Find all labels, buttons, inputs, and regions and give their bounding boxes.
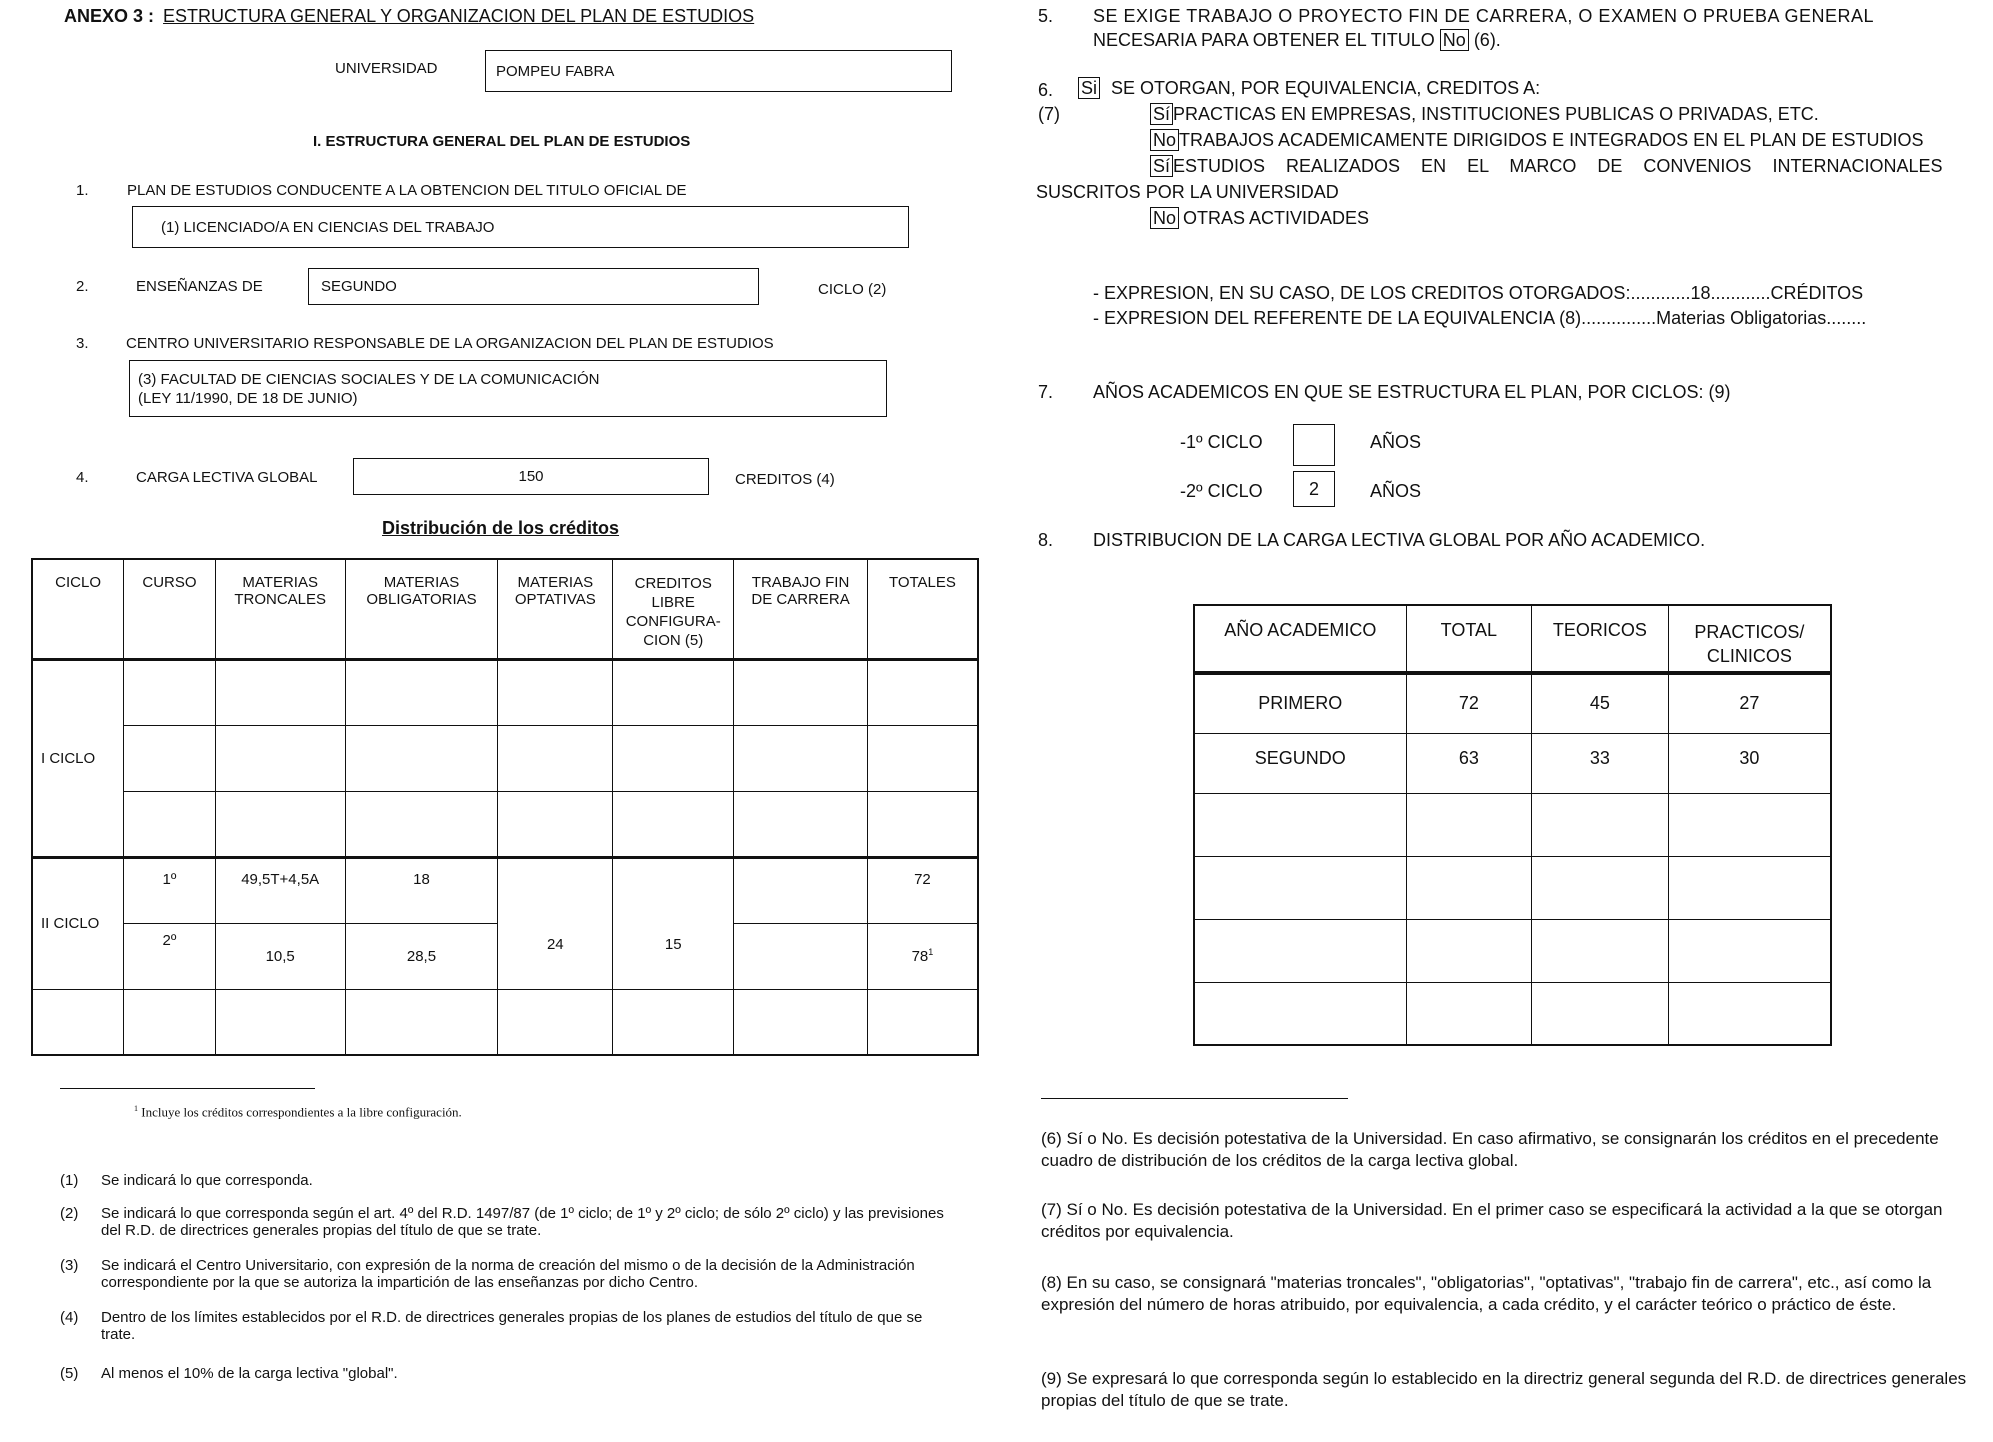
cycle-field: SEGUNDO: [308, 268, 759, 305]
year-header-row: [1194, 605, 1831, 673]
ciclo2-years-box: 2: [1293, 471, 1335, 507]
item3-text: CENTRO UNIVERSITARIO RESPONSABLE DE LA ORGANIZACION DEL PLAN DE ESTUDIOS: [126, 335, 774, 352]
note-7: (7) Sí o No. Es decisión potestativa de la Universidad. En el primer caso se especificará la actividad a la que se otorgan créditos por equivalencia.: [1041, 1200, 1943, 1241]
item8-number: 8.: [1038, 530, 1054, 550]
table-row: [32, 791, 978, 857]
table-row: [32, 659, 978, 725]
item6-number: 6.: [1038, 80, 1054, 100]
item1-number: 1.: [76, 182, 89, 199]
year-cell: PRIMERO: [1194, 673, 1406, 733]
item6-ref: (7): [1038, 104, 1060, 124]
credits-header-row: [32, 559, 978, 659]
item4-suffix: CREDITOS (4): [735, 471, 835, 488]
curso-2: 2º: [124, 923, 216, 989]
optativas-2: 24: [498, 857, 613, 989]
note-2-num: (2): [60, 1205, 79, 1222]
table-row: [1194, 856, 1831, 919]
ciclo2-label: -2º CICLO: [1180, 481, 1263, 501]
libre-2: 15: [613, 857, 734, 989]
item5-line1: SE EXIGE TRABAJO O PROYECTO FIN DE CARRERA, O EXAMEN O PRUEBA GENERAL: [1093, 6, 1875, 26]
troncales-1: 49,5T+4,5A: [215, 857, 345, 923]
global-load-field: 150: [353, 458, 709, 495]
item4-label: CARGA LECTIVA GLOBAL: [136, 469, 318, 486]
header-teoricos: TEORICOS: [1532, 605, 1669, 673]
item2-number: 2.: [76, 278, 89, 295]
troncales-2: 10,5: [215, 923, 345, 989]
item2-label: ENSEÑANZAS DE: [136, 278, 263, 295]
table-row: [1194, 733, 1831, 793]
header-practicos: PRACTICOS/ CLINICOS: [1668, 605, 1831, 673]
obligatorias-1: 18: [345, 857, 498, 923]
header-curso: CURSO: [124, 559, 216, 659]
year-cell: SEGUNDO: [1194, 733, 1406, 793]
total-cell: 72: [1406, 673, 1531, 733]
item7-text: AÑOS ACADEMICOS EN QUE SE ESTRUCTURA EL PLAN, POR CICLOS: (9): [1093, 382, 1731, 402]
equivalence-expression: - EXPRESION DEL REFERENTE DE LA EQUIVALENCIA (8)...............Materias Obligatorias........: [1093, 308, 1867, 328]
table-row: [1194, 919, 1831, 982]
totales-2: $78^1$: [867, 923, 978, 989]
note-5-text: Al menos el 10% de la carga lectiva "global".: [101, 1365, 398, 1382]
note-6: (6) Sí o No. Es decisión potestativa de la Universidad. En caso afirmativo, se consignarán los créditos en el precedente cuadro de distribución de los créditos de la carga lectiva global.: [1041, 1129, 1939, 1170]
item4-number: 4.: [76, 469, 89, 486]
obligatorias-2: 28,5: [345, 923, 498, 989]
item1-text: PLAN DE ESTUDIOS CONDUCENTE A LA OBTENCION DEL TITULO OFICIAL DE: [127, 182, 687, 199]
note-1-num: (1): [60, 1172, 79, 1189]
distribution-title: Distribución de los créditos: [382, 518, 620, 538]
note-2-text: Se indicará lo que corresponda según el art. 4º del R.D. 1497/87 (de 1º ciclo; de 1º y 2º ciclo; de sólo 2º ciclo) y las previsiones del R.D. de directrices generales propias del título de que se trate.: [101, 1205, 944, 1239]
header-libre: CREDITOS LIBRE CONFIGURA-CION (5): [613, 559, 734, 659]
item5-line2: NECESARIA PARA OBTENER EL TITULO No (6).: [1093, 30, 1501, 50]
table-row: [1194, 793, 1831, 856]
teoricos-cell: 45: [1532, 673, 1669, 733]
teoricos-cell: 33: [1532, 733, 1669, 793]
totales-1: 72: [867, 857, 978, 923]
ciclo2-cell: II CICLO: [32, 857, 124, 989]
ciclo1-anos: AÑOS: [1370, 432, 1422, 452]
item2-suffix: CICLO (2): [818, 281, 887, 298]
item7-number: 7.: [1038, 382, 1054, 402]
practicos-cell: 30: [1668, 733, 1831, 793]
table-row: [32, 857, 978, 923]
item6-option-3: Sí ESTUDIOS REALIZADOS EN EL MARCO DE CONVENIOS INTERNACIONALES: [1150, 156, 1983, 177]
curso-1: 1º: [124, 857, 216, 923]
center-field: (3) FACULTAD DE CIENCIAS SOCIALES Y DE LA COMUNICACIÓN (LEY 11/1990, DE 18 DE JUNIO): [129, 360, 887, 417]
item6-continuation: SUSCRITOS POR LA UNIVERSIDAD: [1036, 182, 1339, 202]
ciclo1-label: -1º CICLO: [1180, 432, 1263, 452]
item6-option-1: Sí PRACTICAS EN EMPRESAS, INSTITUCIONES PUBLICAS O PRIVADAS, ETC.: [1150, 104, 1819, 125]
note-4-num: (4): [60, 1309, 79, 1326]
table-row: [32, 725, 978, 791]
university-field: POMPEU FABRA: [485, 50, 952, 92]
note-3-text: Se indicará el Centro Universitario, con expresión de la norma de creación del mismo o de la decisión de la Administración correspondiente por la que se autoriza la impartición de las enseñanzas por dicho Centro.: [101, 1257, 915, 1291]
item6-option-4: No OTRAS ACTIVIDADES: [1150, 208, 1369, 229]
item6-heading: Si SE OTORGAN, POR EQUIVALENCIA, CREDITOS A:: [1078, 78, 1540, 99]
footnote: $^1$ Incluye los créditos correspondientes a la libre configuración.: [134, 1104, 462, 1120]
total-cell: 63: [1406, 733, 1531, 793]
ciclo2-anos: AÑOS: [1370, 481, 1422, 501]
credits-expression: - EXPRESION, EN SU CASO, DE LOS CREDITOS OTORGADOS:............18............CRÉDITOS: [1093, 283, 1864, 303]
item3-number: 3.: [76, 335, 89, 352]
header-ciclo: CICLO: [32, 559, 124, 659]
credits-table: [31, 558, 979, 1056]
item6-box: Si: [1078, 77, 1100, 99]
note-8: (8) En su caso, se consignará "materias troncales", "obligatorias", "optativas", "trabajo fin de carrera", etc., así como la expresión del número de horas atribuido, por equivalencia, a cada crédito, y el carácter teórico o práctico de éste.: [1041, 1273, 1932, 1314]
right-notes-rule: [1041, 1098, 1348, 1099]
ciclo1-years-box: [1293, 424, 1335, 466]
footnote-rule: [60, 1088, 315, 1089]
header-obligatorias: MATERIAS OBLIGATORIAS: [345, 559, 498, 659]
note-1-text: Se indicará lo que corresponda.: [101, 1172, 313, 1189]
item5-box: No: [1440, 29, 1469, 51]
annex-title: ANEXO 3 : ESTRUCTURA GENERAL Y ORGANIZACION DEL PLAN DE ESTUDIOS: [64, 6, 755, 26]
item5-number: 5.: [1038, 6, 1054, 26]
ciclo1-cell: I CICLO: [32, 659, 124, 857]
practicos-cell: 27: [1668, 673, 1831, 733]
item6-option-2: No TRABAJOS ACADEMICAMENTE DIRIGIDOS E INTEGRADOS EN EL PLAN DE ESTUDIOS: [1150, 130, 1923, 151]
note-5-num: (5): [60, 1365, 79, 1382]
item8-text: DISTRIBUCION DE LA CARGA LECTIVA GLOBAL POR AÑO ACADEMICO.: [1093, 530, 1706, 550]
header-total: TOTAL: [1406, 605, 1531, 673]
table-row: [1194, 673, 1831, 733]
header-troncales: MATERIAS TRONCALES: [215, 559, 345, 659]
header-totales: TOTALES: [867, 559, 978, 659]
note-4-text: Dentro de los límites establecidos por el R.D. de directrices generales propias de los planes de estudios del título de que se trate.: [101, 1309, 923, 1343]
year-distribution-table: [1193, 604, 1832, 1046]
note-9: (9) Se expresará lo que corresponda según lo establecido en la directriz general segunda del R.D. de directrices generales propias del título de que se trate.: [1041, 1369, 1967, 1410]
header-trabajo: TRABAJO FIN DE CARRERA: [734, 559, 868, 659]
note-3-num: (3): [60, 1257, 79, 1274]
header-optativas: MATERIAS OPTATIVAS: [498, 559, 613, 659]
header-ano: AÑO ACADEMICO: [1194, 605, 1406, 673]
section-heading: I. ESTRUCTURA GENERAL DEL PLAN DE ESTUDIOS: [313, 133, 691, 150]
degree-title-field: (1) LICENCIADO/A EN CIENCIAS DEL TRABAJO: [132, 206, 909, 248]
table-row: [32, 989, 978, 1055]
university-label: UNIVERSIDAD: [335, 60, 438, 77]
table-row: [1194, 982, 1831, 1045]
